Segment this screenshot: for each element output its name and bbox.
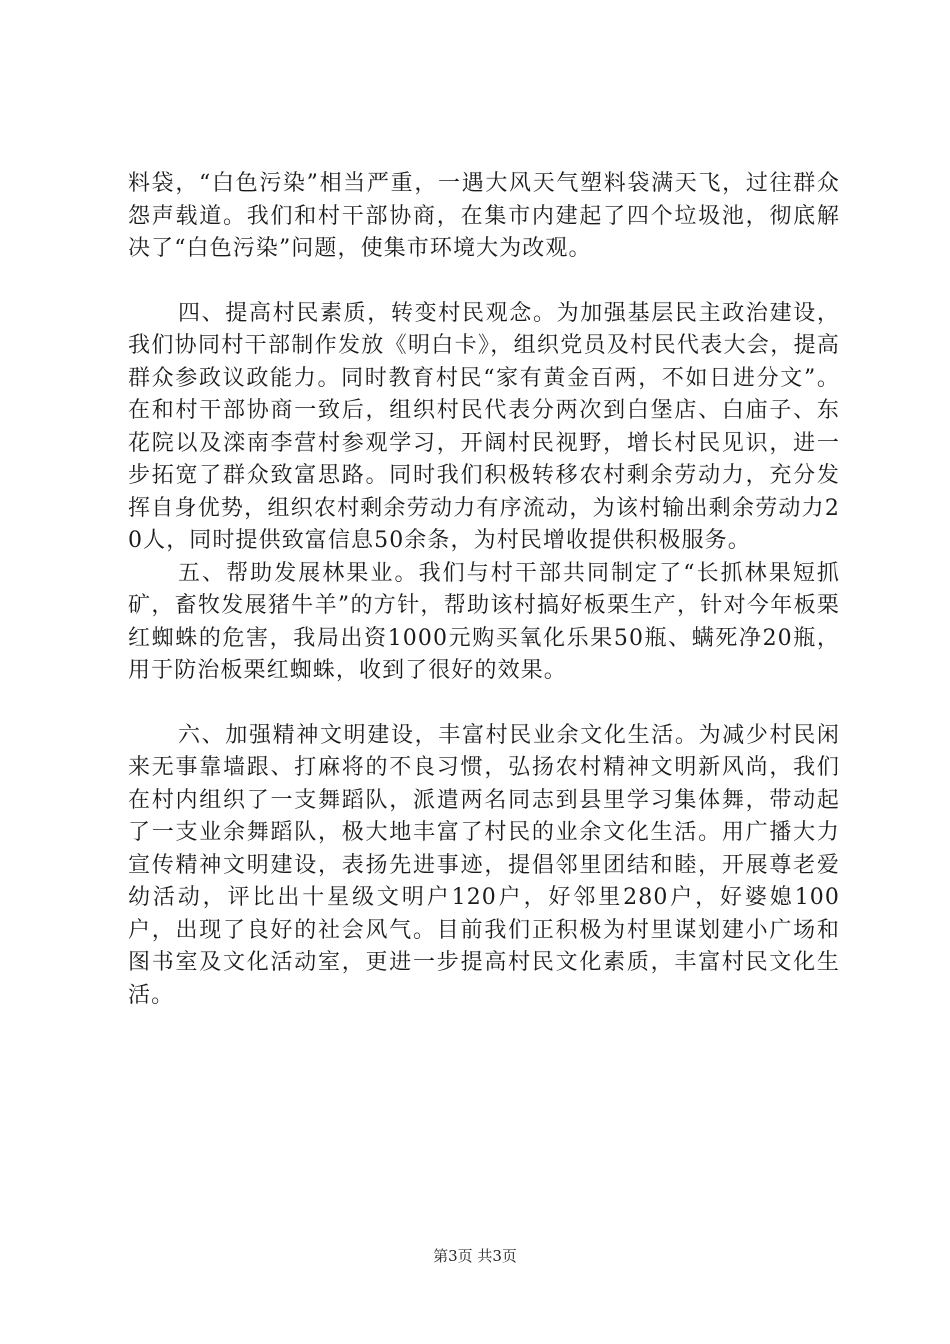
paragraph-spiritual-civilization: 六、加强精神文明建设，丰富村民业余文化生活。为减少村民闲来无事靠墙跟、打麻将的不良习惯，弘扬农村精神文明新风尚，我们在村内组织了一支舞蹈队，派遣两名同志到县里学习集体舞，带动起了一支业余舞蹈队，极大地丰富了村民的业余文化生活。用广播大力宣传精神文明建设，表扬先进事迹，提倡邻里团结和睦，开展尊老爱幼活动，评比出十星级文明户120户，好邻里280户，好婆媳100户，出现了良好的社会风气。目前我们正积极为村里谋划建小广场和图书室及文化活动室，更进一步提高村民文化素质，丰富村民文化生活。 — [128, 722, 840, 1008]
paragraph-white-pollution: 料袋，“白色污染”相当严重，一遇大风天气塑料袋满天飞，过往群众怨声载道。我们和村干部协商，在集市内建起了四个垃圾池，彻底解决了“白色污染”问题，使集市环境大为改观。 — [128, 171, 840, 261]
document-body — [128, 168, 840, 1012]
page-number-footer: 第3页 共3页 — [433, 1247, 517, 1265]
paragraph-villager-quality: 四、提高村民素质，转变村民观念。为加强基层民主政治建设，我们协同村干部制作发放《明白卡》，组织党员及村民代表大会，提高群众参政议政能力。同时教育村民“家有黄金百两，不如日进分文”。在和村干部协商一致后，组织村民代表分两次到白堡店、白庙子、东花院以及滦南李营村参观学习，开阔村民视野，增长村民见识，进一步拓宽了群众致富思路。同时我们积极转移农村剩余劳动力，充分发挥自身优势，组织农村剩余劳动力有序流动，为该村输出剩余劳动力20人，同时提供致富信息50余条，为村民增收提供积极服务。 — [128, 300, 840, 553]
paragraph-forestry: 五、帮助发展林果业。我们与村干部共同制定了“长抓林果短抓矿，畜牧发展猪牛羊”的方针，帮助该村搞好板栗生产，针对今年板栗红蜘蛛的危害，我局出资1000元购买氧化乐果50瓶、螨死净20瓶，用于防治板栗红蜘蛛，收到了很好的效果。 — [128, 560, 840, 683]
